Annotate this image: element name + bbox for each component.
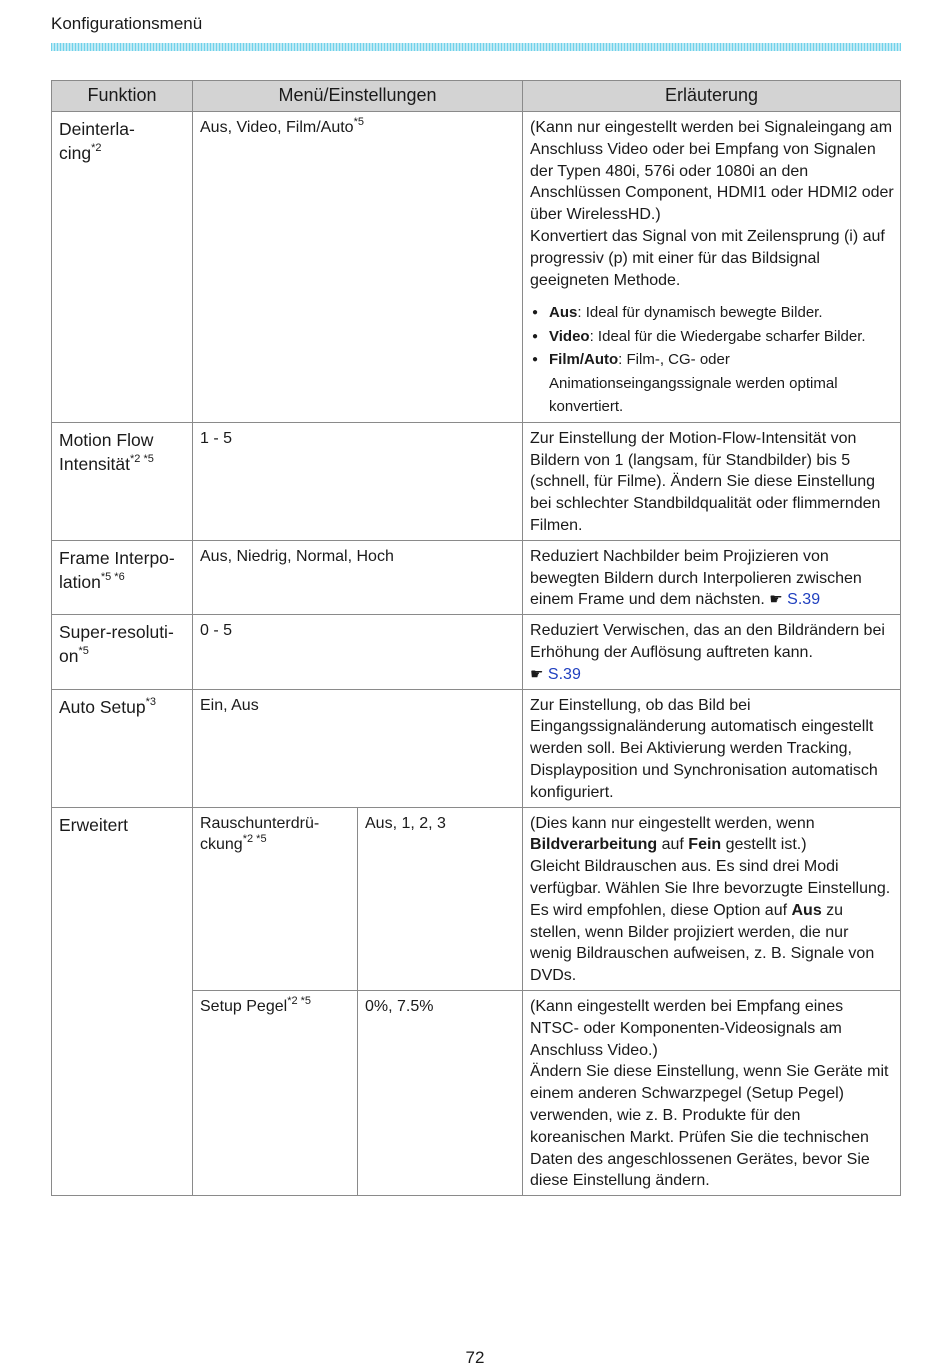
table-row (52, 112, 901, 423)
function-name: Erweitert (59, 814, 129, 835)
function-name: Deinterla- (59, 119, 135, 139)
table-row (52, 807, 901, 990)
page-header-title: Konfigurationsmenü (51, 14, 203, 33)
explanation-text: Reduziert Nachbilder beim Projizieren von bewegten Bildern durch Interpolieren zwischen einem Frame und dem nächsten. (530, 547, 862, 609)
footnote-ref: *2 *5 (287, 994, 312, 1007)
settings-table (51, 80, 901, 1196)
settings-cell: Aus, Niedrig, Normal, Hoch (193, 540, 523, 614)
explanation-text: (Kann nur eingestellt werden bei Signaleingang am Anschluss Video oder bei Empfang von Signalen der Typen 480i, 576i oder 1080i an den Anschlüssen Component, HDMI1 oder HDMI2 oder über WirelessHD.) (530, 119, 894, 224)
function-cell (52, 807, 193, 1196)
explanation-cell (523, 807, 901, 990)
explanation-text: Reduziert Verwischen, das an den Bildrändern bei Erhöhung der Auflösung auftreten kann. (530, 622, 885, 662)
function-name: Frame Interpo- (59, 547, 175, 568)
page-number: 72 (465, 1348, 485, 1367)
explanation-cell: Zur Einstellung, ob das Bild bei Eingangssignaländerung automatisch eingestellt werden soll. Bei Aktivierung werden Tracking, Displayposition und Synchronisation automatisch konfiguriert. (523, 689, 901, 807)
footnote-ref: *5 (353, 115, 364, 128)
option-text: : Ideal für dynamisch bewegte Bilder. (577, 304, 823, 322)
table-header-row (52, 81, 901, 112)
explanation-text: Ändern Sie diese Einstellung, wenn Sie Geräte mit einem anderen Schwarzpegel (Setup Pegel) verwenden, wie z. B. Produkte für den koreanischen Markt. Prüfen Sie die technischen Daten des angeschlossenen Gerätes, bevor Sie diese Einstellung ändern. (530, 1063, 889, 1190)
function-cell (52, 689, 193, 807)
function-name: Super-resoluti- (59, 622, 174, 643)
footnote-ref: *3 (145, 695, 157, 708)
function-cell (52, 615, 193, 689)
function-cell (52, 540, 193, 614)
function-cell (52, 422, 193, 540)
option-label: Video (549, 327, 590, 345)
function-name: cing (59, 143, 92, 163)
explanation-cell (523, 991, 901, 1196)
submenu-name: Rauschunterdrü- (200, 814, 320, 832)
footnote-ref: *2 *5 (130, 453, 154, 466)
settings-cell: 0 - 5 (193, 615, 523, 689)
explanation-text: Konvertiert das Signal von mit Zeilensprung (i) auf progressiv (p) mit einer für das Bildsignal geeigneten Methode. (530, 227, 885, 289)
option-text: : Film-, CG- oder Animationseingangssignale werden optimal konvertiert. (549, 351, 838, 416)
explanation-text: auf (657, 836, 689, 854)
submenu-cell (193, 807, 358, 990)
footnote-ref: *5 (78, 645, 89, 658)
footnote-ref: *2 (91, 142, 102, 155)
list-item (530, 301, 894, 325)
list-item (530, 325, 894, 349)
emphasis-text: Fein (688, 836, 722, 854)
option-label: Film/Auto (549, 351, 619, 369)
settings-cell (193, 112, 523, 423)
setting-values: Aus, 1, 2, 3 (358, 807, 523, 990)
setting-values: 0%, 7.5% (358, 991, 523, 1196)
function-name: on (59, 646, 79, 667)
column-header-menu: Menü/Einstellungen (193, 81, 523, 112)
footnote-ref: *2 *5 (242, 833, 267, 846)
explanation-cell: Zur Einstellung der Motion-Flow-Intensität von Bildern von 1 (langsam, für Standbilder) bis 5 (schnell, für Filme). Ändern Sie diese Einstellung bei schlechter Standbildqualität oder flimmernden Filmen. (523, 422, 901, 540)
option-list (530, 301, 894, 419)
table-row (52, 615, 901, 689)
explanation-text: Es wird empfohlen, diese Option auf (530, 901, 792, 919)
explanation-text: (Dies kann nur eingestellt werden, wenn (530, 814, 815, 832)
function-name: Motion Flow (59, 429, 154, 450)
list-item (530, 348, 894, 419)
submenu-cell (193, 991, 358, 1196)
explanation-cell (523, 540, 901, 614)
table-row (52, 689, 901, 807)
setting-values: Aus, Video, Film/Auto (200, 119, 354, 136)
column-header-erlaeuterung: Erläuterung (523, 81, 901, 112)
page-reference-link[interactable]: S.39 (787, 591, 821, 609)
settings-cell: Ein, Aus (193, 689, 523, 807)
explanation-cell (523, 112, 901, 423)
explanation-text: zu stellen, wenn Bilder projiziert werden, die nur wenig Bildrauschen aufweisen, z. B. Signale von DVDs. (530, 901, 875, 985)
function-name: Intensität (59, 453, 131, 474)
pointing-hand-icon: ☛ (769, 591, 783, 609)
explanation-text: (Kann eingestellt werden bei Empfang eines NTSC- oder Komponenten-Videosignals am Anschluss Video.) (530, 998, 844, 1059)
submenu-name: Setup Pegel (200, 998, 288, 1015)
function-cell (52, 112, 193, 423)
table-row (52, 422, 901, 540)
option-text: : Ideal für die Wiedergabe scharfer Bilder. (589, 327, 866, 345)
function-name: lation (59, 571, 101, 592)
explanation-text: gestellt ist.) (721, 836, 807, 854)
emphasis-text: Aus (791, 901, 822, 919)
page-reference-link[interactable]: S.39 (547, 665, 581, 683)
footnote-ref: *5 *6 (100, 571, 125, 584)
table-row (52, 540, 901, 614)
pointing-hand-icon: ☛ (530, 665, 544, 683)
explanation-cell (523, 615, 901, 689)
option-label: Aus (549, 304, 578, 322)
header-divider (51, 43, 901, 51)
column-header-funktion: Funktion (52, 81, 193, 112)
explanation-text: Gleicht Bildrauschen aus. Es sind drei Modi verfügbar. Wählen Sie Ihre bevorzugte Einstellung. (530, 858, 891, 898)
settings-cell: 1 - 5 (193, 422, 523, 540)
emphasis-text: Bildverarbeitung (530, 836, 658, 854)
submenu-name: ckung (200, 836, 243, 854)
function-name: Auto Setup (59, 696, 146, 717)
